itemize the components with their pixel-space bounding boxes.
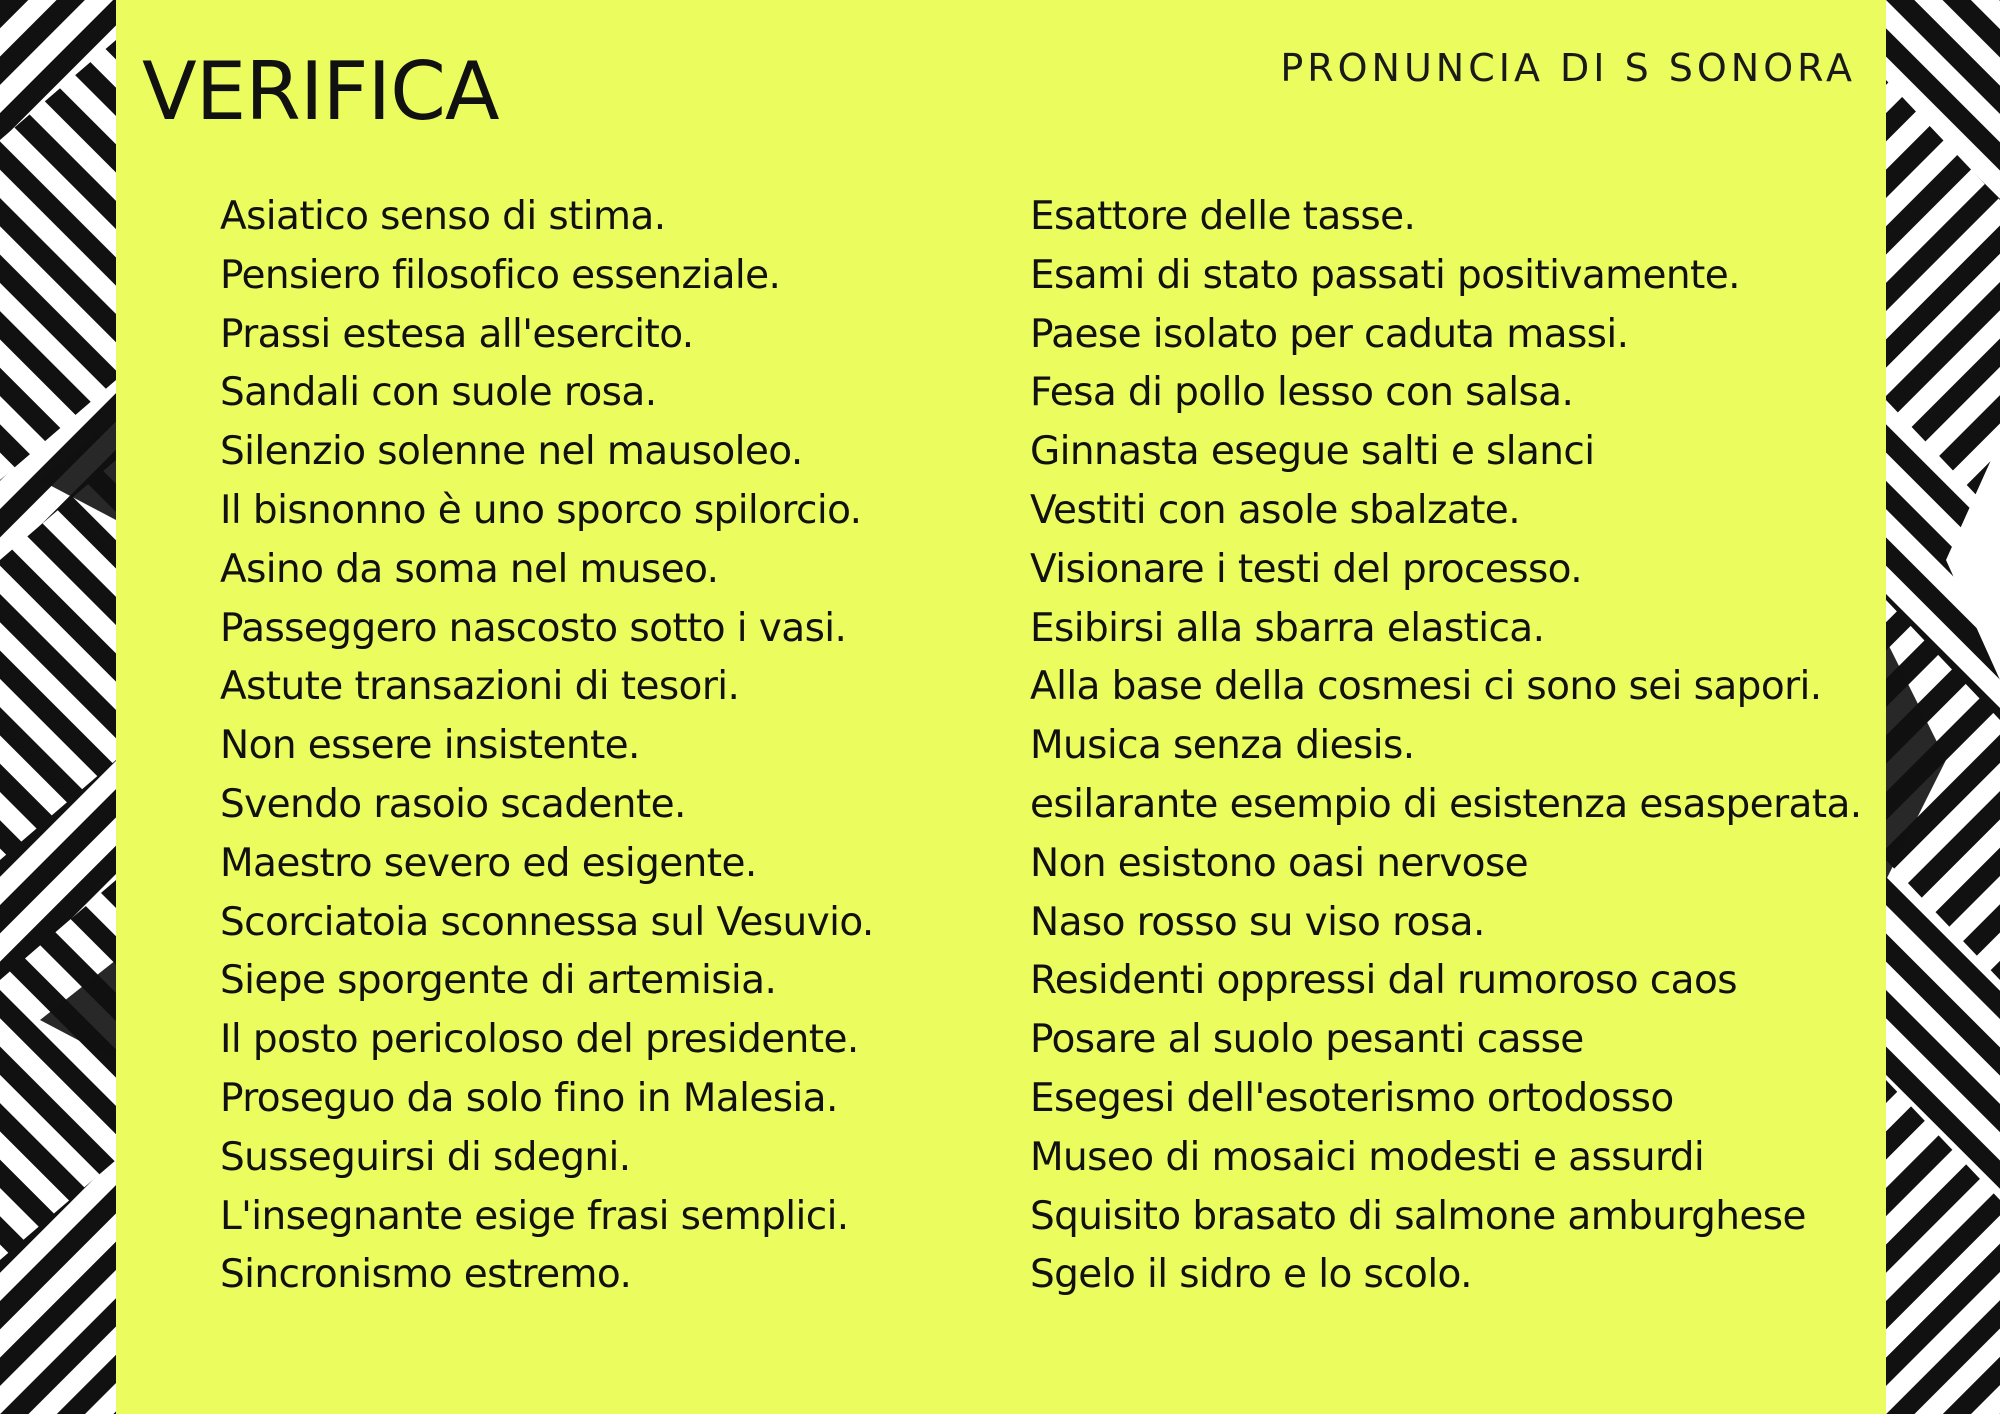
- phrase-item: Asino da soma nel museo.: [220, 546, 719, 592]
- phrase-item: Vestiti con asole sbalzate.: [1030, 487, 1521, 533]
- phrase-item: Fesa di pollo lesso con salsa.: [1030, 370, 1574, 416]
- phrase-item: Non essere insistente.: [220, 723, 640, 769]
- phrase-item: Esibirsi alla sbarra elastica.: [1030, 605, 1545, 651]
- phrase-item: Maestro severo ed esigente.: [220, 840, 757, 886]
- phrase-item: Proseguo da solo fino in Malesia.: [220, 1075, 838, 1121]
- right-stripe-pattern: [1886, 0, 2000, 1414]
- phrase-item: Sincronismo estremo.: [220, 1252, 632, 1298]
- phrase-item: Squisito brasato di salmone amburghese: [1030, 1193, 1806, 1239]
- phrase-item: Scorciatoia sconnessa sul Vesuvio.: [220, 899, 874, 945]
- phrase-item: Esami di stato passati positivamente.: [1030, 252, 1740, 298]
- phrase-item: Svendo rasoio scadente.: [220, 781, 686, 827]
- phrase-item: Il bisnonno è uno sporco spilorcio.: [220, 487, 862, 533]
- phrase-item: Astute transazioni di tesori.: [220, 664, 740, 710]
- phrase-item: Residenti oppressi dal rumoroso caos: [1030, 958, 1737, 1004]
- phrase-item: L'insegnante esige frasi semplici.: [220, 1193, 849, 1239]
- phrase-item: Sgelo il sidro e lo scolo.: [1030, 1252, 1472, 1298]
- phrase-item: Prassi estesa all'esercito.: [220, 311, 694, 357]
- phrase-item: Siepe sporgente di artemisia.: [220, 958, 777, 1004]
- phrase-list-right: [1030, 188, 1862, 1305]
- phrase-item: Sandali con suole rosa.: [220, 370, 657, 416]
- phrase-item: Il posto pericoloso del presidente.: [220, 1017, 859, 1063]
- page-subtitle: PRONUNCIA DI S SONORA: [1280, 46, 1856, 90]
- content-panel: [116, 0, 1886, 1414]
- phrase-item: Naso rosso su viso rosa.: [1030, 899, 1485, 945]
- phrase-item: Non esistono oasi nervose: [1030, 840, 1529, 886]
- phrase-item: Museo di mosaici modesti e assurdi: [1030, 1134, 1705, 1180]
- phrase-list-left: [220, 188, 874, 1305]
- phrase-item: Musica senza diesis.: [1030, 723, 1415, 769]
- phrase-item: Pensiero filosofico essenziale.: [220, 252, 781, 298]
- phrase-item: Alla base della cosmesi ci sono sei sapori.: [1030, 664, 1822, 710]
- phrase-item: Esegesi dell'esoterismo ortodosso: [1030, 1075, 1674, 1121]
- phrase-item: Esattore delle tasse.: [1030, 194, 1416, 239]
- phrase-item: Passeggero nascosto sotto i vasi.: [220, 605, 847, 651]
- phrase-item: Susseguirsi di sdegni.: [220, 1134, 631, 1180]
- phrase-item: Ginnasta esegue salti e slanci: [1030, 429, 1595, 475]
- phrase-item: esilarante esempio di esistenza esasperata.: [1030, 781, 1862, 827]
- phrase-item: Silenzio solenne nel mausoleo.: [220, 429, 803, 475]
- page-title: VERIFICA: [142, 45, 499, 138]
- phrase-item: Paese isolato per caduta massi.: [1030, 311, 1629, 357]
- left-stripe-pattern: [0, 0, 116, 1414]
- phrase-item: Visionare i testi del processo.: [1030, 546, 1583, 592]
- phrase-item: Posare al suolo pesanti casse: [1030, 1017, 1584, 1063]
- phrase-item: Asiatico senso di stima.: [220, 194, 666, 239]
